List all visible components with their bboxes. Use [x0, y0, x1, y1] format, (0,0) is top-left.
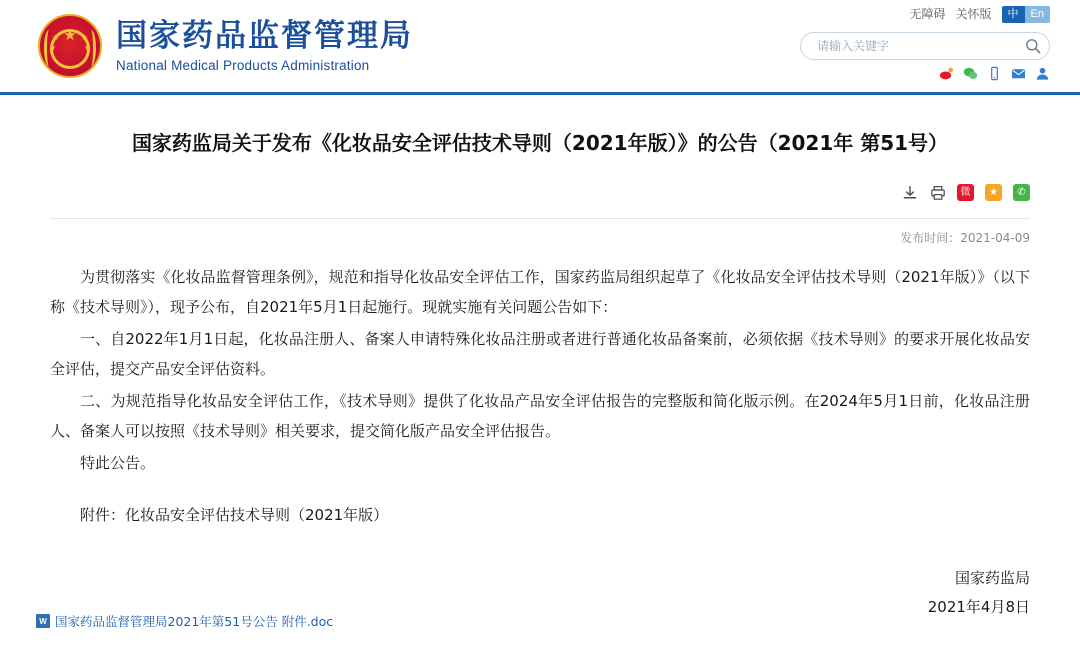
care-version-link[interactable]: 关怀版 — [955, 7, 992, 21]
org-name-en: National Medical Products Administration — [116, 58, 370, 74]
article-paragraph: 为贯彻落实《化妆品监督管理条例》，规范和指导化妆品安全评估工作，国家药监局组织起草了《化妆品安全评估技术导则（2021年版）》（以下称《技术导则》），现予公布，自2021年5月1日起施行。现就实施有关问题公告如下： — [50, 268, 1030, 316]
publish-time — [50, 229, 1030, 246]
publish-time-label: 发布时间： — [900, 231, 961, 245]
language-cn-option[interactable]: 中 — [1002, 6, 1025, 23]
article-container — [0, 95, 1080, 621]
site-logo[interactable] — [38, 14, 413, 78]
mail-icon[interactable] — [1011, 66, 1026, 81]
signature-date: 2021年4月8日 — [927, 597, 1030, 616]
social-links — [939, 66, 1050, 81]
article-attachment-line: 附件：化妆品安全评估技术导则（2021年版） — [80, 506, 389, 524]
language-en-option[interactable]: En — [1025, 6, 1050, 23]
article-paragraph: 特此公告。 — [80, 454, 156, 472]
mobile-icon[interactable] — [987, 66, 1002, 81]
share-wechat-icon[interactable]: ✆ — [1013, 184, 1030, 201]
favorite-icon[interactable]: ★ — [985, 184, 1002, 201]
weibo-icon[interactable] — [939, 66, 954, 81]
article-paragraph: 二、为规范指导化妆品安全评估工作，《技术导则》提供了化妆品产品安全评估报告的完整版和简化版示例。在2024年5月1日前，化妆品注册人、备案人可以按照《技术导则》相关要求，提交简化版产品安全评估报告。 — [50, 392, 1030, 440]
org-name-cn: 国家药品监督管理局 — [116, 17, 413, 54]
search-input[interactable] — [815, 38, 1025, 54]
attachment-link[interactable]: 国家药品监督管理局2021年第51号公告 附件.doc — [55, 614, 334, 629]
user-icon[interactable] — [1035, 66, 1050, 81]
title-divider — [50, 218, 1030, 219]
wechat-icon[interactable] — [963, 66, 978, 81]
word-doc-icon: W — [36, 614, 50, 628]
attachment-link-row[interactable] — [36, 612, 333, 630]
national-emblem-icon: ★ ★ ★ ★ ★ — [38, 14, 102, 78]
publish-time-value: 2021-04-09 — [960, 231, 1030, 245]
accessibility-link[interactable]: 无障碍 — [909, 7, 946, 21]
page-title: 国家药监局关于发布《化妆品安全评估技术导则（2021年版）》的公告（2021年 第51号） — [131, 131, 949, 155]
search-area — [800, 32, 1050, 60]
share-weibo-icon[interactable]: 微 — [957, 184, 974, 201]
article-paragraph: 一、自2022年1月1日起，化妆品注册人、备案人申请特殊化妆品注册或者进行普通化妆品备案前，必须依据《技术导则》的要求开展化妆品安全评估，提交产品安全评估资料。 — [50, 330, 1030, 378]
search-box[interactable] — [800, 32, 1050, 60]
site-header — [0, 0, 1080, 92]
article-body — [50, 262, 1030, 530]
download-icon[interactable] — [901, 184, 918, 201]
search-icon[interactable] — [1025, 38, 1041, 54]
article-toolbar — [50, 184, 1030, 212]
print-icon[interactable] — [929, 184, 946, 201]
signature-org: 国家药监局 — [954, 569, 1030, 587]
